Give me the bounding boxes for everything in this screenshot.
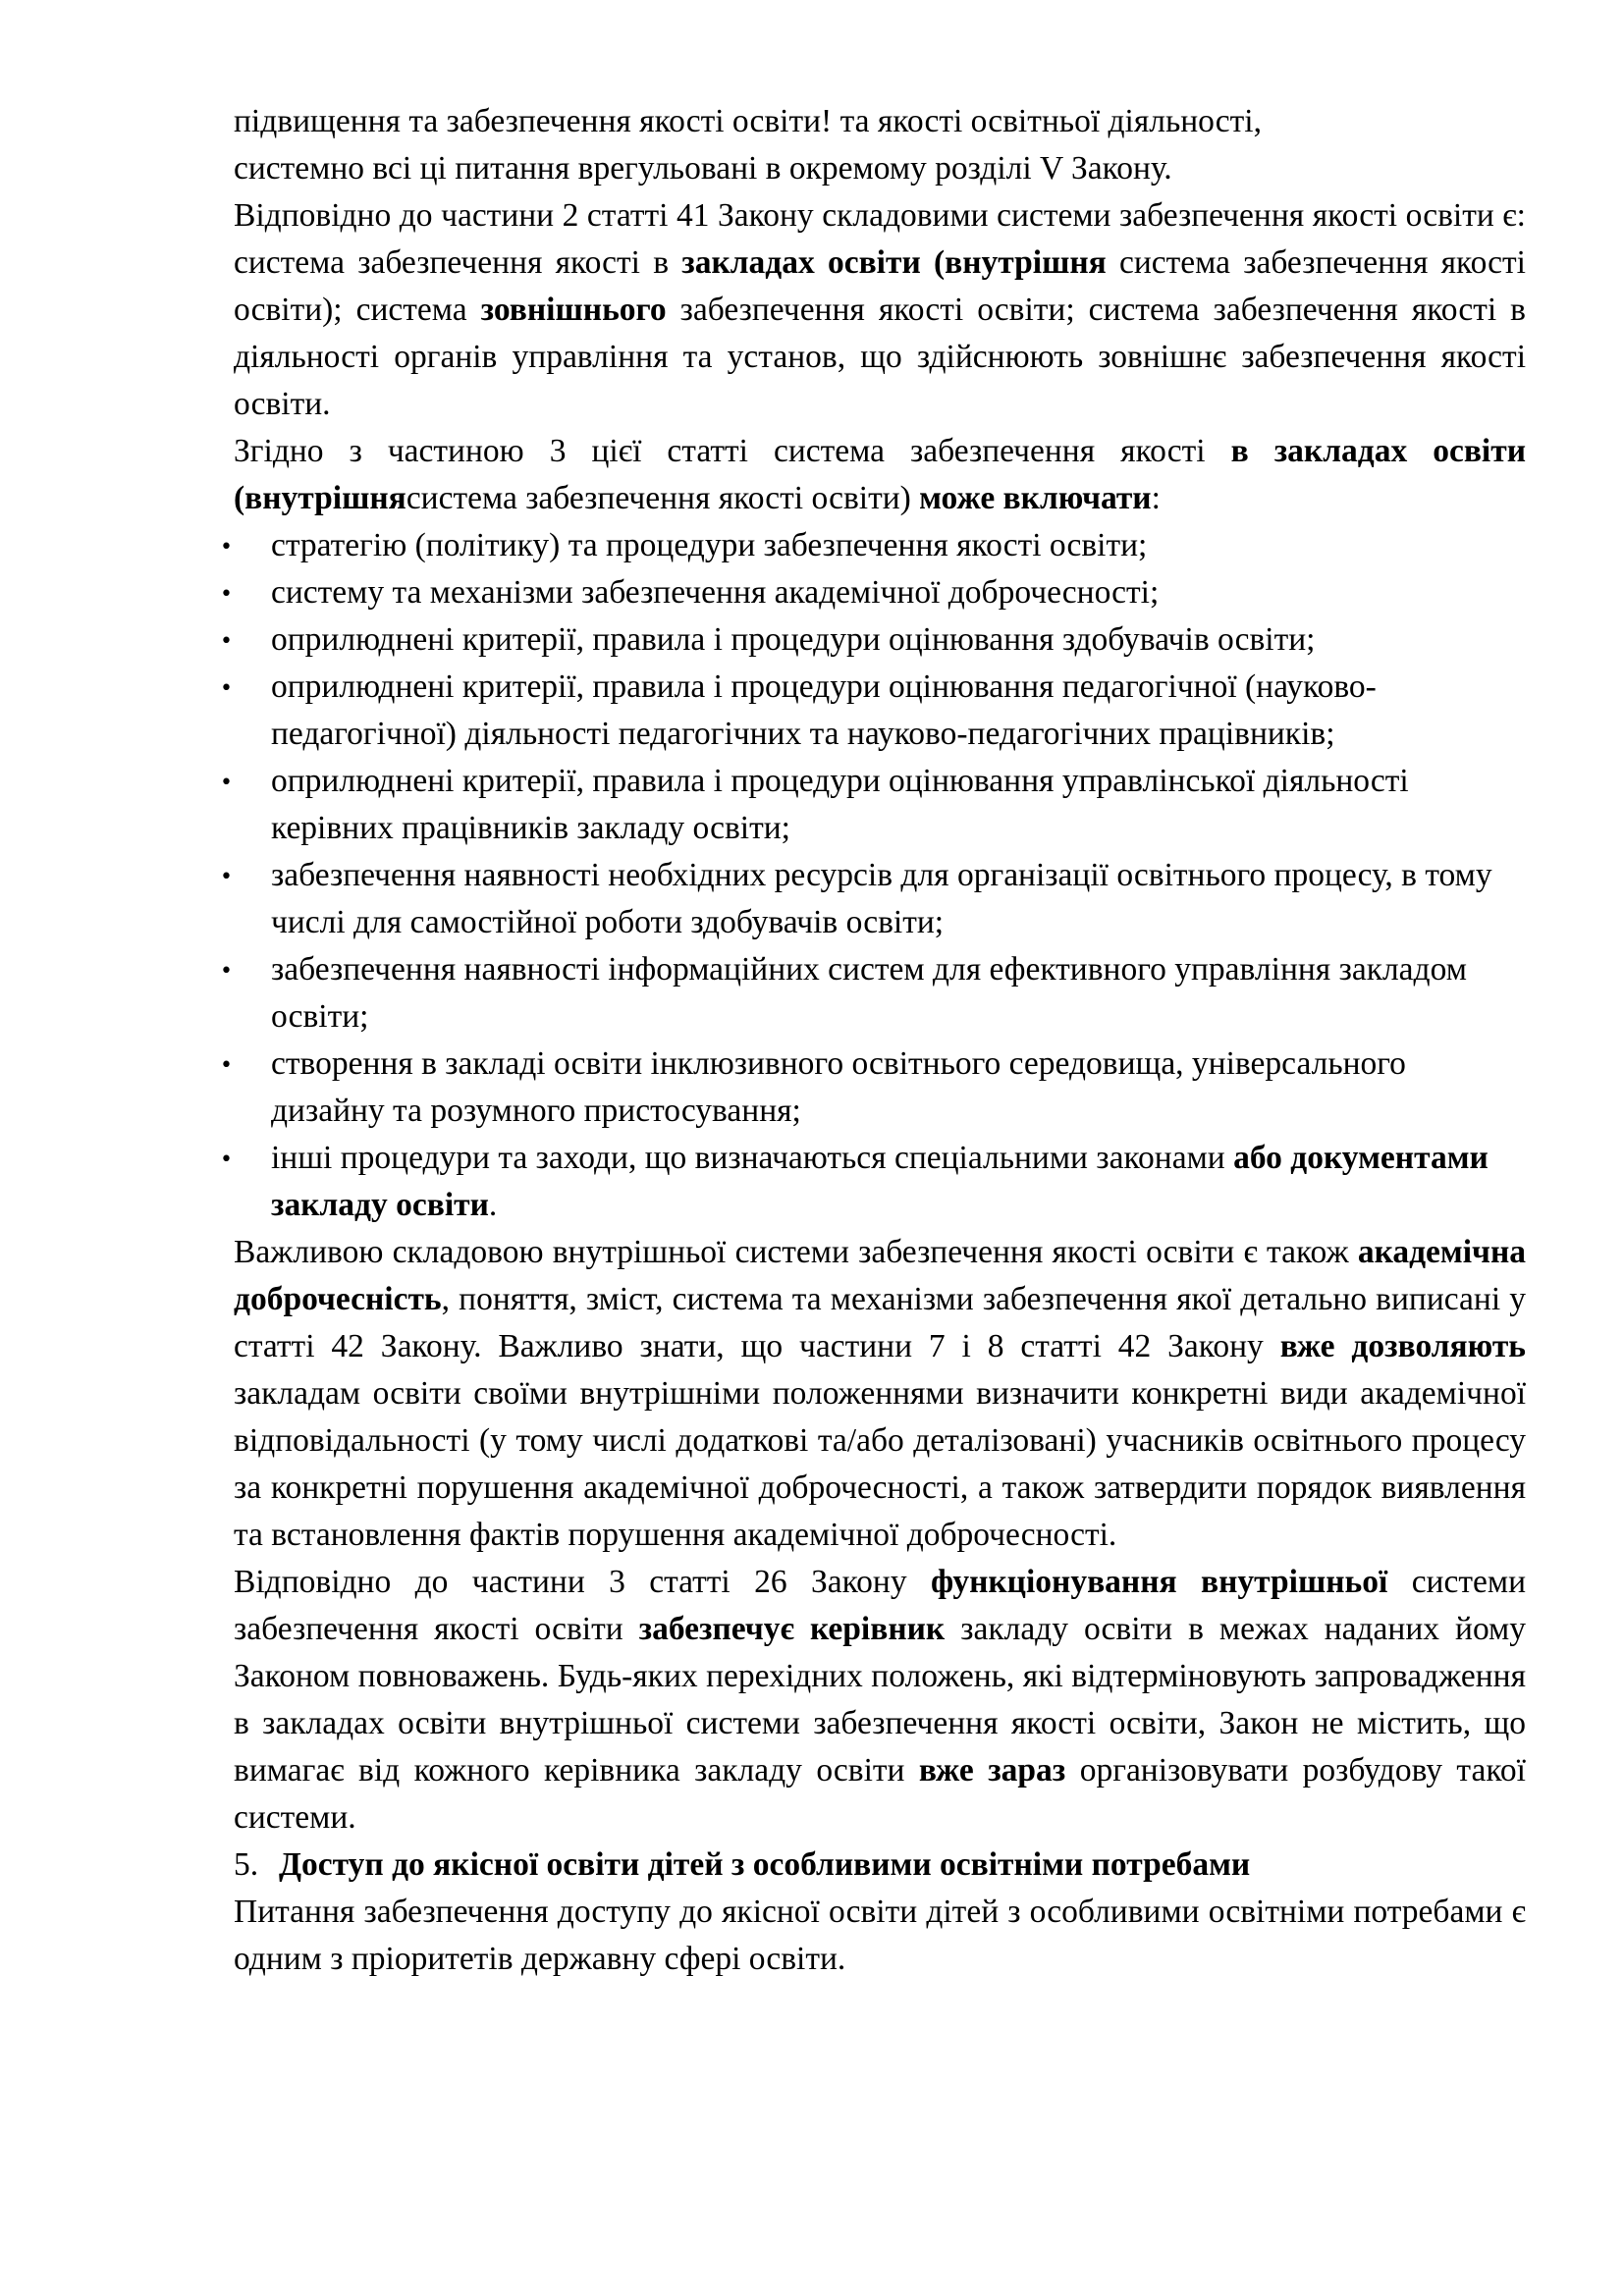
paragraph-quality-system-components (234, 192, 1526, 428)
p4-bold-head-ensures: забезпечує керівник (638, 1611, 946, 1647)
p2-text-e: : (1151, 480, 1161, 516)
paragraph-special-needs-access: Питання забезпечення доступу до якісної освіти дітей з особливими освітніми потребами є одним з пріоритетів державну сфері освіти. (234, 1894, 1526, 1977)
last-bullet-text: інші процедури та заходи, що визначаються спеціальними законами (271, 1140, 1234, 1176)
p1-text-c: система забезпечення якості освіти); система (234, 244, 1526, 328)
p3-text-a: Важливою складовою внутрішньої системи забезпечення якості освіти є також (234, 1234, 1358, 1270)
p2-bold-may-include: може включати (919, 480, 1152, 516)
p1-text-a: Відповідно до частини 2 статті 41 Закону складовими системи забезпечення якості освіти є: система забезпечення якості в (234, 197, 1526, 281)
p1-bold-external: зовнішнього (480, 292, 667, 328)
list-item: • оприлюднені критерії, правила і процедури оцінювання педагогічної (науково-педагогічної) діяльності педагогічних та науково-педагогічних працівників; (234, 664, 1526, 758)
list-item: • систему та механізми забезпечення академічної доброчесності; (234, 569, 1526, 616)
p2-bold-internal: в закладах освіти (внутрішня (234, 433, 1526, 516)
p4-text-c: системи забезпечення якості освіти (234, 1564, 1526, 1647)
document-page (234, 98, 1526, 1983)
p2-text-c: система забезпечення якості освіти) (406, 480, 920, 516)
paragraph-head-responsibility (234, 1559, 1526, 1842)
intro-line-2: системно всі ці питання врегульовані в окремому розділі V Закону. (234, 150, 1172, 187)
p3-bold-already-allow: вже дозволяють (1279, 1328, 1526, 1364)
list-item: • оприлюднені критерії, правила і процедури оцінювання здобувачів освіти; (234, 616, 1526, 664)
p1-text-e: забезпечення якості освіти; система забезпечення якості в діяльності органів управління та установ, що здійснюють зовнішнє забезпечення якості освіти. (234, 292, 1526, 422)
p2-text-a: Згідно з частиною 3 цієї статті система забезпечення якості (234, 433, 1231, 469)
p3-bold-academic-integrity: академічна доброчесність (234, 1234, 1526, 1317)
paragraph-internal-system-intro (234, 428, 1526, 522)
list-item (234, 1135, 1526, 1229)
list-item: • забезпечення наявності інформаційних систем для ефективного управління закладом освіти; (234, 946, 1526, 1041)
p4-text-g: організовувати розбудову такої системи. (234, 1752, 1526, 1836)
intro-line-1: підвищення та забезпечення якості освіти! та якості освітньої діяльності, (234, 103, 1262, 139)
internal-system-list (234, 522, 1526, 1229)
last-bullet-bold: або документами закладу освіти (271, 1140, 1489, 1223)
list-item: • забезпечення наявності необхідних ресурсів для організації освітнього процесу, в тому числі для самостійної роботи здобувачів освіти; (234, 852, 1526, 946)
list-item: • оприлюднені критерії, правила і процедури оцінювання управлінської діяльності керівних працівників закладу освіти; (234, 758, 1526, 852)
p4-bold-functioning: функціонування внутрішньої (930, 1564, 1388, 1600)
list-item: • стратегію (політику) та процедури забезпечення якості освіти; (234, 522, 1526, 569)
p3-text-e: закладам освіти своїми внутрішніми положеннями визначити конкретні види академічної відповідальності (у тому числі додаткові та/або деталізовані) учасників освітнього процесу за конкретні порушення академічної доброчесності, а також затвердити порядок виявлення та встановлення фактів порушення академічної доброчесності. (234, 1375, 1526, 1553)
p4-text-e: закладу освіти в межах наданих йому Законом повноважень. Будь-яких перехідних положень, які відтерміновують запровадження в закладах освіти внутрішньої системи забезпечення якості освіти, Закон не містить, що вимагає від кожного керівника закладу освіти (234, 1611, 1526, 1789)
p3-text-c: , поняття, зміст, система та механізми забезпечення якої детально виписані у статті 42 Закону. Важливо знати, що частини 7 і 8 статті 42 Закону (234, 1281, 1526, 1364)
p1-bold-internal: закладах освіти (внутрішня (681, 244, 1107, 281)
p4-bold-right-now: вже зараз (918, 1752, 1066, 1789)
section-heading-5 (234, 1842, 1526, 1889)
last-bullet-period: . (488, 1187, 498, 1223)
p4-text-a: Відповідно до частини 3 статті 26 Закону (234, 1564, 931, 1600)
section-title: Доступ до якісної освіти дітей з особливими освітніми потребами (279, 1846, 1251, 1883)
list-item: • створення в закладі освіти інклюзивного освітнього середовища, універсального дизайну та розумного пристосування; (234, 1041, 1526, 1135)
paragraph-academic-integrity (234, 1229, 1526, 1559)
section-number: 5. (234, 1846, 259, 1883)
